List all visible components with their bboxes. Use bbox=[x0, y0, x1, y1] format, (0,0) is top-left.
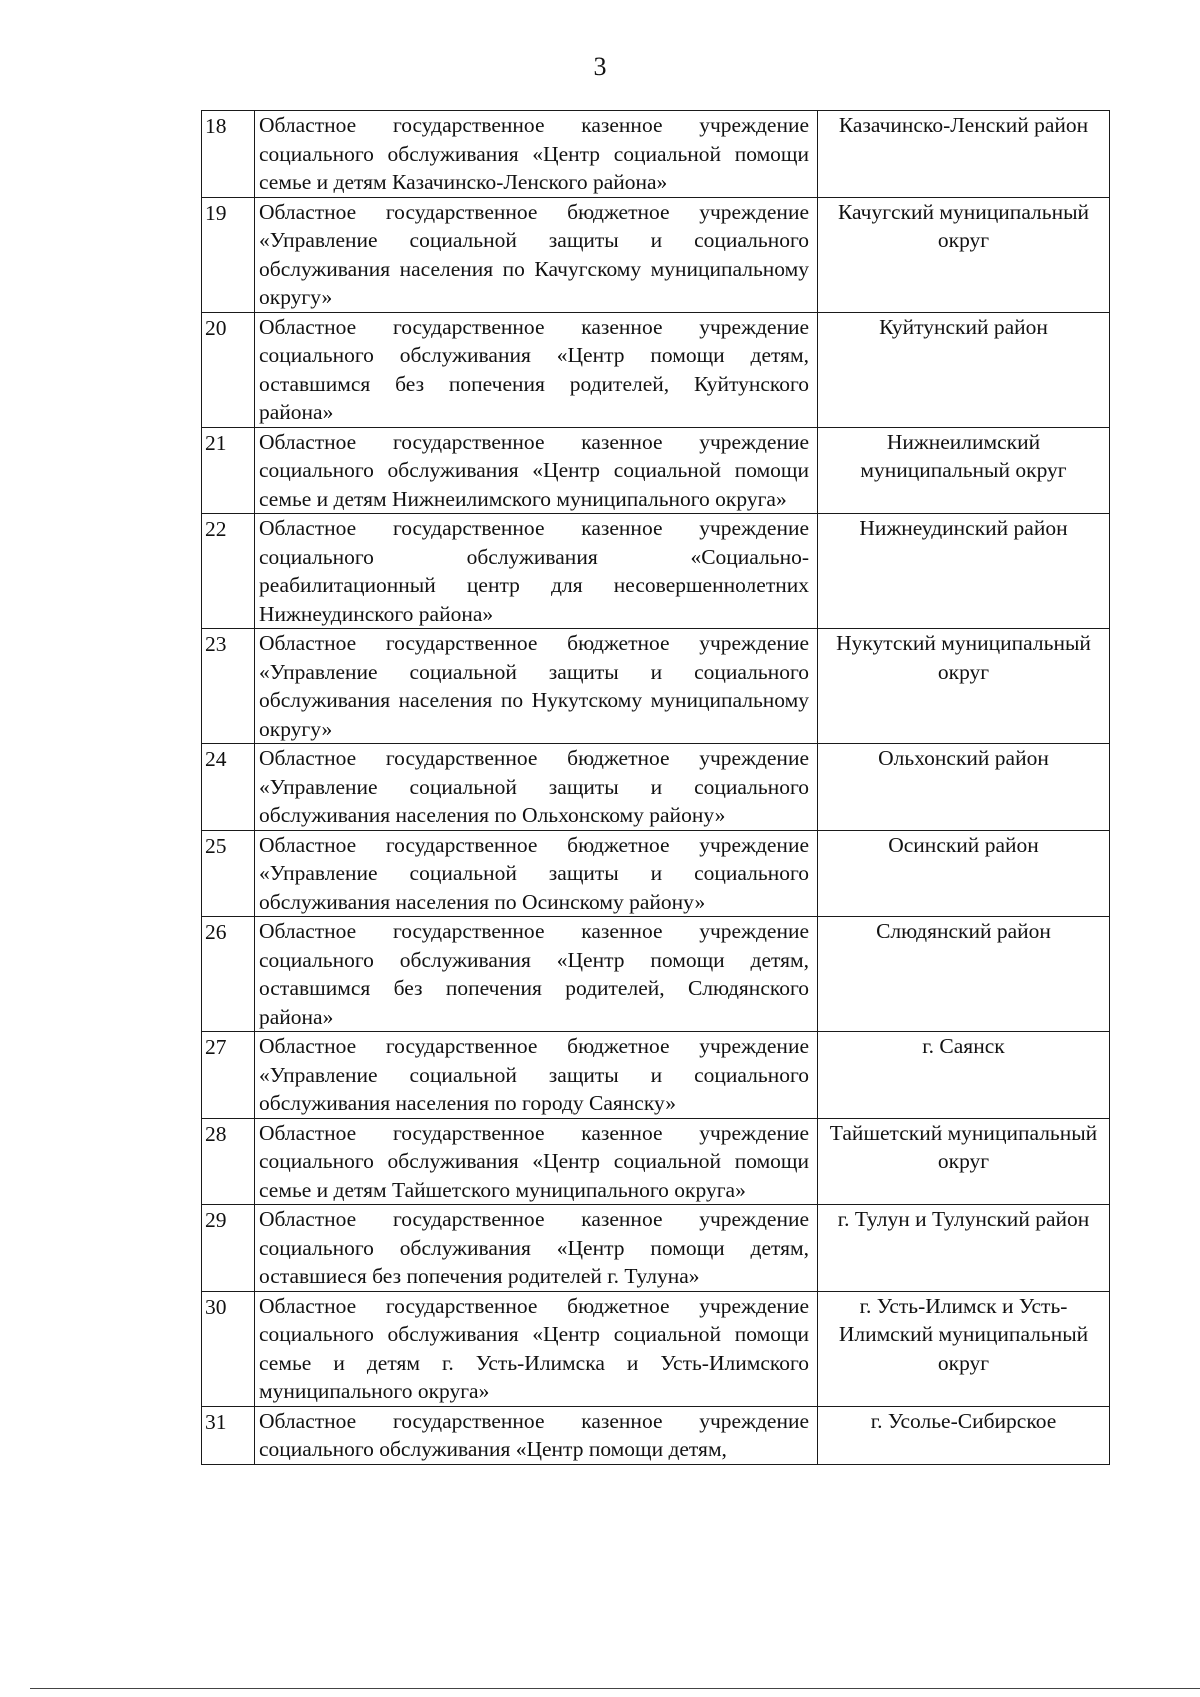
territory-name: Куйтунский район bbox=[818, 312, 1110, 427]
institution-name: Областное государственное казенное учреждение социального обслуживания «Центр помощи детям, оставшимся без попечения родителей, Куйтунского района» bbox=[255, 312, 818, 427]
row-number: 18 bbox=[202, 111, 255, 198]
territory-name: Казачинско-Ленский район bbox=[818, 111, 1110, 198]
table-row bbox=[202, 1406, 1110, 1464]
row-number: 19 bbox=[202, 197, 255, 312]
institution-name: Областное государственное казенное учреждение социального обслуживания «Центр помощи детям, bbox=[255, 1406, 818, 1464]
institution-name: Областное государственное казенное учреждение социального обслуживания «Центр помощи детям, оставшиеся без попечения родителей г. Тулуна» bbox=[255, 1205, 818, 1292]
row-number: 24 bbox=[202, 744, 255, 831]
page-number: 3 bbox=[593, 52, 607, 81]
institution-name: Областное государственное бюджетное учреждение «Управление социальной защиты и социального обслуживания населения по Ольхонскому району» bbox=[255, 744, 818, 831]
row-number: 29 bbox=[202, 1205, 255, 1292]
row-number: 30 bbox=[202, 1291, 255, 1406]
row-number: 25 bbox=[202, 830, 255, 917]
table-row bbox=[202, 744, 1110, 831]
table-row bbox=[202, 1032, 1110, 1119]
row-number: 20 bbox=[202, 312, 255, 427]
institution-name: Областное государственное бюджетное учреждение «Управление социальной защиты и социального обслуживания населения по городу Саянску» bbox=[255, 1032, 818, 1119]
row-number: 23 bbox=[202, 629, 255, 744]
table-row bbox=[202, 917, 1110, 1032]
institution-name: Областное государственное казенное учреждение социального обслуживания «Центр социальной помощи семье и детям Нижнеилимского муниципального округа» bbox=[255, 427, 818, 514]
institution-name: Областное государственное бюджетное учреждение «Управление социальной защиты и социального обслуживания населения по Нукутскому муниципальному округу» bbox=[255, 629, 818, 744]
row-number: 31 bbox=[202, 1406, 255, 1464]
table-row bbox=[202, 629, 1110, 744]
institution-name: Областное государственное бюджетное учреждение «Управление социальной защиты и социального обслуживания населения по Осинскому району» bbox=[255, 830, 818, 917]
row-number: 21 bbox=[202, 427, 255, 514]
institution-name: Областное государственное казенное учреждение социального обслуживания «Социально-реабилитационный центр для несовершеннолетних Нижнеудинского района» bbox=[255, 514, 818, 629]
bottom-rule bbox=[30, 1688, 1200, 1689]
territory-name: г. Усолье-Сибирское bbox=[818, 1406, 1110, 1464]
table-row bbox=[202, 830, 1110, 917]
institution-name: Областное государственное казенное учреждение социального обслуживания «Центр социальной помощи семье и детям Казачинско-Ленского района» bbox=[255, 111, 818, 198]
territory-name: Нукутский муниципальный округ bbox=[818, 629, 1110, 744]
territory-name: Осинский район bbox=[818, 830, 1110, 917]
institution-name: Областное государственное бюджетное учреждение «Управление социальной защиты и социального обслуживания населения по Качугскому муниципальному округу» bbox=[255, 197, 818, 312]
table-row bbox=[202, 1205, 1110, 1292]
institution-name: Областное государственное казенное учреждение социального обслуживания «Центр социальной помощи семье и детям Тайшетского муниципального округа» bbox=[255, 1118, 818, 1205]
territory-name: Тайшетский муниципальный округ bbox=[818, 1118, 1110, 1205]
territory-name: Ольхонский район bbox=[818, 744, 1110, 831]
table-row bbox=[202, 1291, 1110, 1406]
territory-name: г. Саянск bbox=[818, 1032, 1110, 1119]
institution-name: Областное государственное казенное учреждение социального обслуживания «Центр помощи детям, оставшимся без попечения родителей, Слюдянского района» bbox=[255, 917, 818, 1032]
territory-name: Качугский муниципальный округ bbox=[818, 197, 1110, 312]
territory-name: Нижнеилимский муниципальный округ bbox=[818, 427, 1110, 514]
table-row bbox=[202, 111, 1110, 198]
table-row bbox=[202, 312, 1110, 427]
table-body bbox=[202, 111, 1110, 1465]
territory-name: Слюдянский район bbox=[818, 917, 1110, 1032]
table-row bbox=[202, 427, 1110, 514]
territory-name: Нижнеудинский район bbox=[818, 514, 1110, 629]
table-row bbox=[202, 1118, 1110, 1205]
row-number: 26 bbox=[202, 917, 255, 1032]
institution-name: Областное государственное бюджетное учреждение социального обслуживания «Центр социальной помощи семье и детям г. Усть-Илимска и Усть-Илимского муниципального округа» bbox=[255, 1291, 818, 1406]
table-row bbox=[202, 197, 1110, 312]
institutions-table bbox=[201, 110, 1110, 1465]
row-number: 22 bbox=[202, 514, 255, 629]
row-number: 27 bbox=[202, 1032, 255, 1119]
row-number: 28 bbox=[202, 1118, 255, 1205]
table-row bbox=[202, 514, 1110, 629]
territory-name: г. Усть-Илимск и Усть-Илимский муниципальный округ bbox=[818, 1291, 1110, 1406]
territory-name: г. Тулун и Тулунский район bbox=[818, 1205, 1110, 1292]
